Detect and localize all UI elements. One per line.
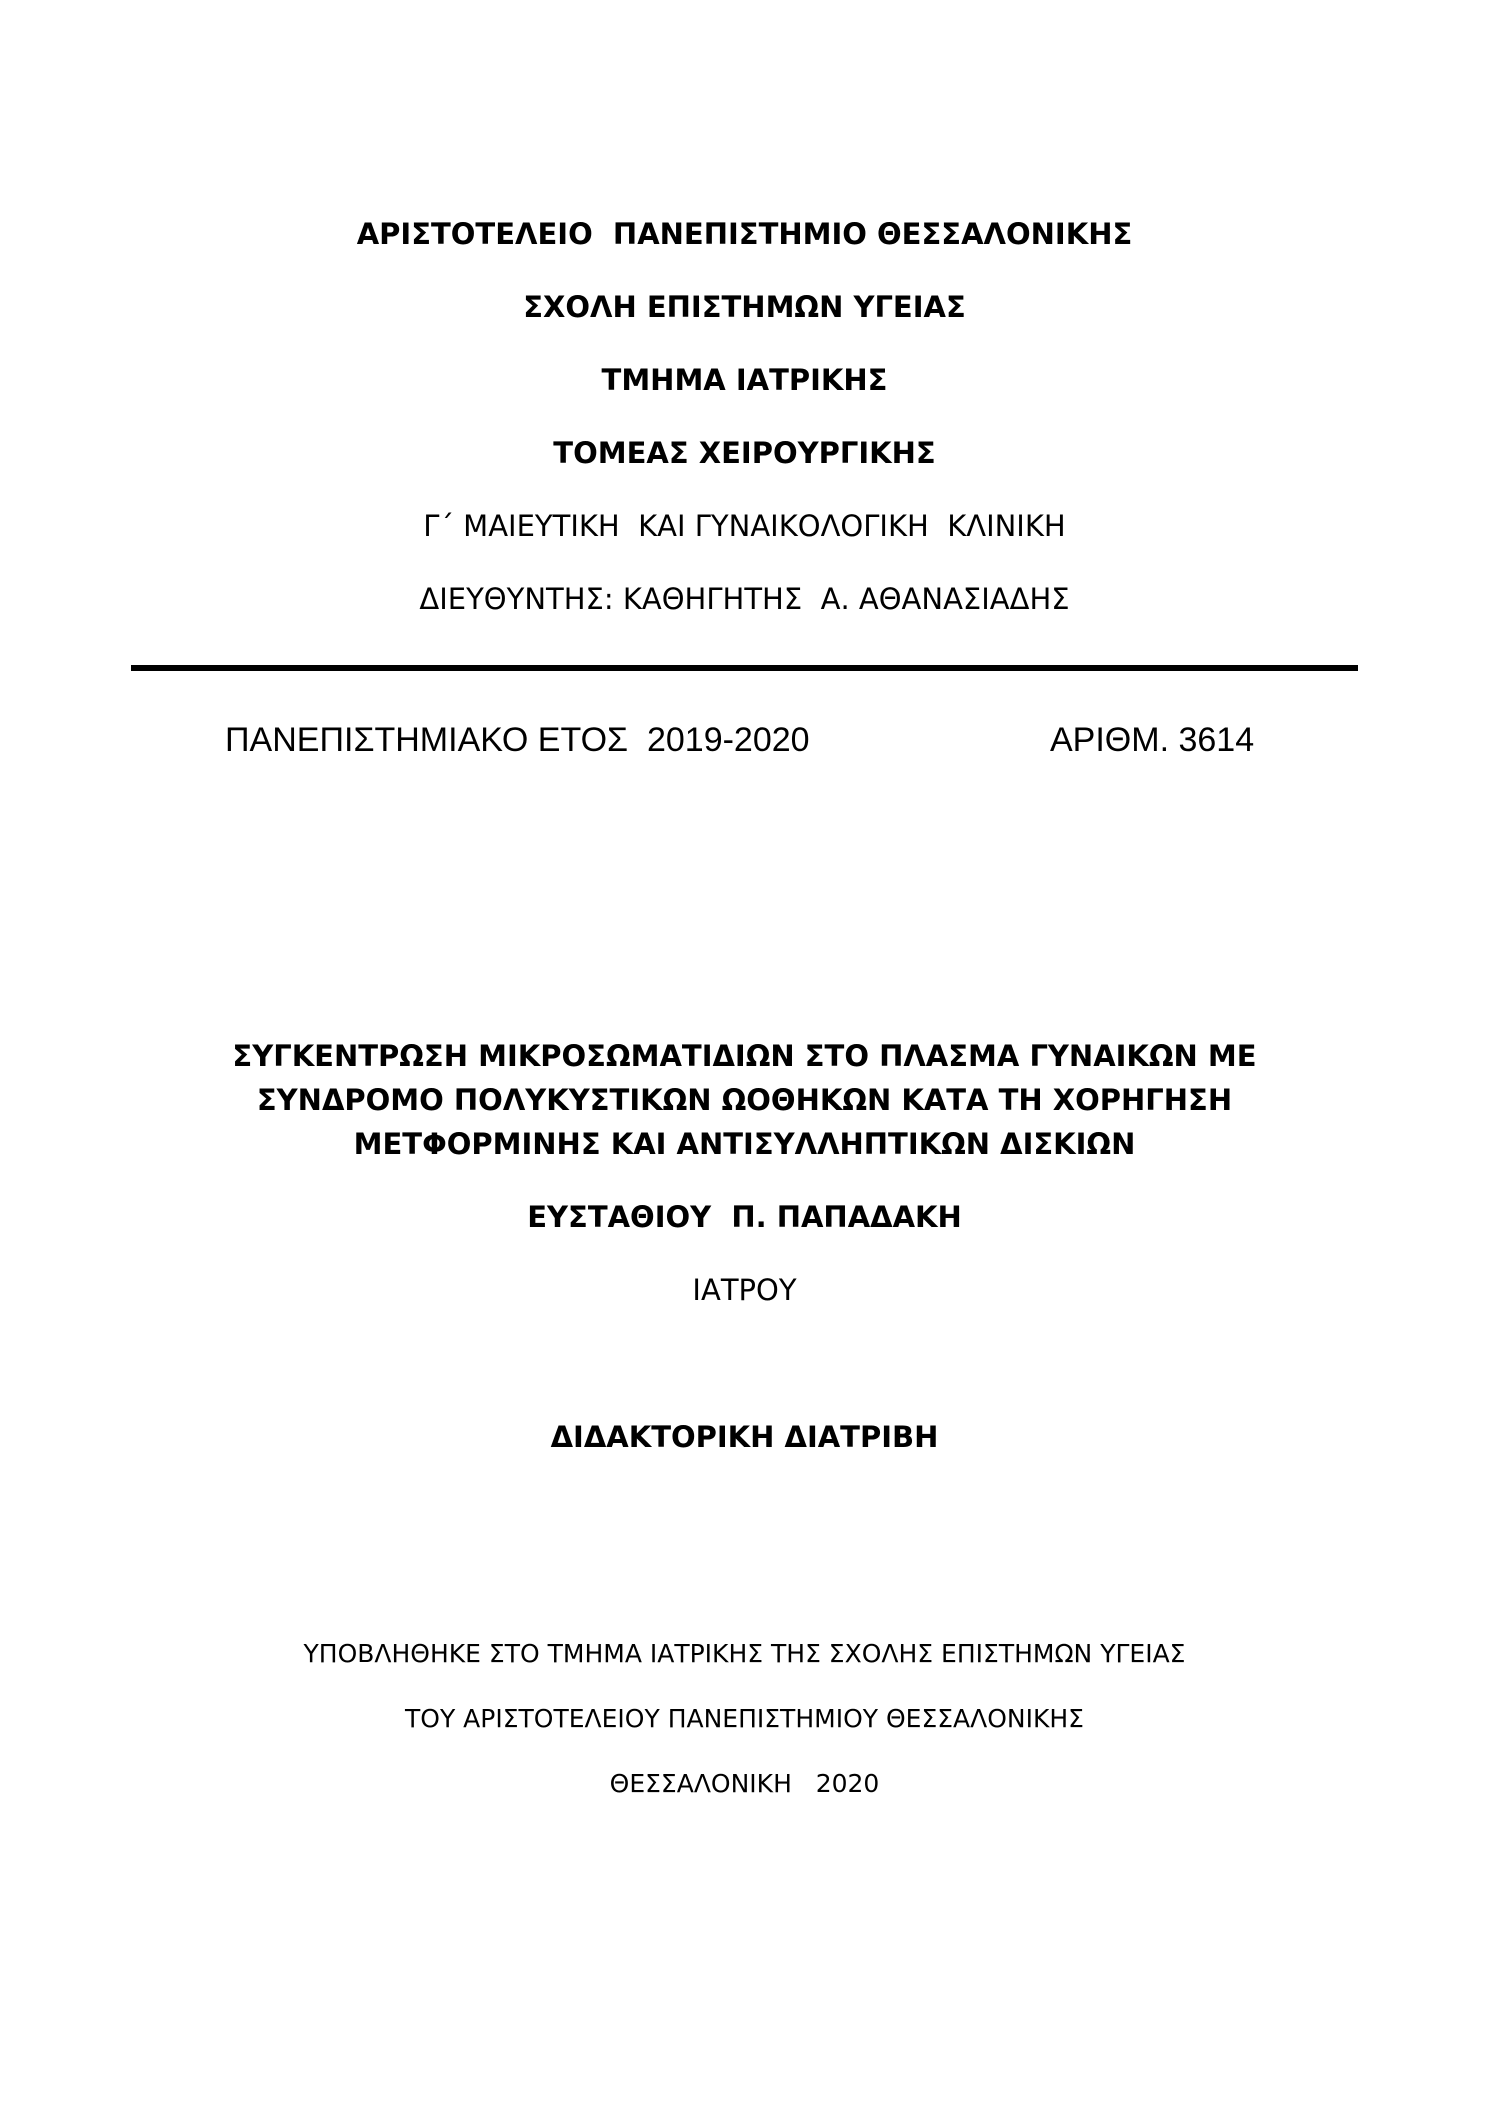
clinic-name: Γ΄ ΜΑΙΕΥΤΙΚΗ ΚΑΙ ΓΥΝΑΙΚΟΛΟΓΙΚΗ ΚΛΙΝΙΚΗ: [423, 509, 1066, 543]
author-title: ΙΑΤΡΟΥ: [692, 1273, 797, 1307]
thesis-type: ΔΙΔΑΚΤΟΡΙΚΗ ΔΙΑΤΡΙΒΗ: [550, 1420, 939, 1454]
header-divider: [131, 665, 1358, 671]
thesis-title-line-3: ΜΕΤΦΟΡΜΙΝΗΣ ΚΑΙ ΑΝΤΙΣΥΛΛΗΠΤΙΚΩΝ ΔΙΣΚΙΩΝ: [353, 1127, 1136, 1161]
submission-line-1: ΥΠΟΒΛΗΘΗΚΕ ΣΤΟ ΤΜΗΜΑ ΙΑΤΡΙΚΗΣ ΤΗΣ ΣΧΟΛΗΣ ΕΠΙΣΤΗΜΩΝ ΥΓΕΙΑΣ: [303, 1639, 1186, 1668]
university-name: ΑΡΙΣΤΟΤΕΛΕΙΟ ΠΑΝΕΠΙΣΤΗΜΙΟ ΘΕΣΣΑΛΟΝΙΚΗΣ: [356, 217, 1133, 251]
submission-line-2: ΤΟΥ ΑΡΙΣΤΟΤΕΛΕΙΟΥ ΠΑΝΕΠΙΣΤΗΜΙΟΥ ΘΕΣΣΑΛΟΝΙΚΗΣ: [405, 1704, 1084, 1733]
school-name: ΣΧΟΛΗ ΕΠΙΣΤΗΜΩΝ ΥΓΕΙΑΣ: [523, 290, 966, 324]
author-name: ΕΥΣΤΑΘΙΟΥ Π. ΠΑΠΑΔΑΚΗ: [527, 1200, 962, 1234]
place-year: ΘΕΣΣΑΛΟΝΙΚΗ 2020: [609, 1769, 880, 1798]
thesis-title-line-2: ΣΥΝΔΡΟΜΟ ΠΟΛΥΚΥΣΤΙΚΩΝ ΩΟΘΗΚΩΝ ΚΑΤΑ ΤΗ ΧΟΡΗΓΗΣΗ: [256, 1083, 1233, 1117]
director-line: ΔΙΕΥΘΥΝΤΗΣ: ΚΑΘΗΓΗΤΗΣ Α. ΑΘΑΝΑΣΙΑΔΗΣ: [419, 582, 1070, 616]
sector-name: ΤΟΜΕΑΣ ΧΕΙΡΟΥΡΓΙΚΗΣ: [553, 436, 936, 470]
thesis-title-line-1: ΣΥΓΚΕΝΤΡΩΣΗ ΜΙΚΡΟΣΩΜΑΤΙΔΙΩΝ ΣΤΟ ΠΛΑΣΜΑ ΓΥΝΑΙΚΩΝ ΜΕ: [232, 1039, 1257, 1073]
department-name: ΤΜΗΜΑ ΙΑΤΡΙΚΗΣ: [601, 363, 888, 397]
academic-year: ΠΑΝΕΠΙΣΤΗΜΙΑΚΟ ΕΤΟΣ 2019-2020: [225, 721, 810, 759]
thesis-number: ΑΡΙΘΜ. 3614: [1050, 721, 1255, 759]
